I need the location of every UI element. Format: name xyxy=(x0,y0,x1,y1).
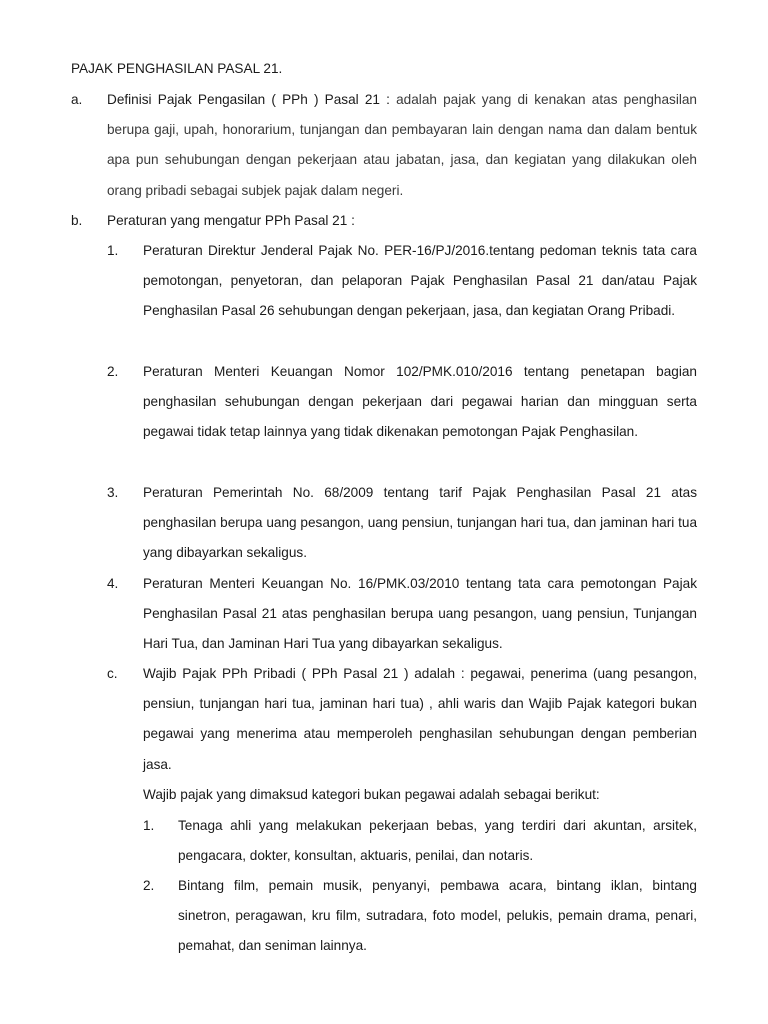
section-b-item-3-text: Peraturan Pemerintah No. 68/2009 tentang tarif Pajak Penghasilan Pasal 21 atas penghasilan berupa uang pesangon, uang pensiun, tunjangan hari tua, dan jaminan hari tua yang dibayarkan sekaligus. xyxy=(143,485,697,561)
document-title: PAJAK PENGHASILAN PASAL 21. xyxy=(71,61,283,76)
section-c-text: Wajib Pajak PPh Pribadi ( PPh Pasal 21 ) adalah : pegawai, penerima (uang pesangon, pensiun, tunjangan hari tua, jaminan hari tua) , ahli waris dan Wajib Pajak kategori bukan pegawai yang menerima atau memperoleh penghasilan sehubungan dengan pemberian jasa. xyxy=(143,666,697,772)
section-a-text: adalah pajak yang di kenakan atas penghasilan berupa gaji, upah, honorarium, tunjangan dan pembayaran lain dengan nama dan dalam bentuk apa pun sehubungan dengan pekerjaan atau jabatan, jasa, dan kegiatan yang dilakukan oleh orang pribadi sebagai subjek pajak dalam negeri. xyxy=(107,92,697,198)
section-b-marker: b. xyxy=(71,213,83,228)
section-b-item-1-text: Peraturan Direktur Jenderal Pajak No. PER-16/PJ/2016.tentang pedoman teknis tata cara pemotongan, penyetoran, dan pelaporan Pajak Penghasilan Pasal 21 dan/atau Pajak Penghasilan Pasal 26 sehubungan dengan pekerjaan, jasa, dan kegiatan Orang Pribadi. xyxy=(143,243,697,319)
section-c-marker: c. xyxy=(107,666,118,681)
section-a-label: Definisi Pajak Pengasilan ( PPh ) Pasal 21 : xyxy=(107,92,390,107)
section-c-item-2-number: 2. xyxy=(143,878,155,893)
section-c-intro: Wajib pajak yang dimaksud kategori bukan pegawai adalah sebagai berikut: xyxy=(143,787,600,802)
section-b-item-4-number: 4. xyxy=(107,576,119,591)
section-b-item-3-number: 3. xyxy=(107,485,119,500)
section-c-item-1-number: 1. xyxy=(143,818,155,833)
section-c-item-1-text: Tenaga ahli yang melakukan pekerjaan bebas, yang terdiri dari akuntan, arsitek, pengacara, dokter, konsultan, aktuaris, penilai, dan notaris. xyxy=(178,818,697,864)
section-a-marker: a. xyxy=(71,92,83,107)
section-c-item-2-text: Bintang film, pemain musik, penyanyi, pembawa acara, bintang iklan, bintang sinetron, peragawan, kru film, sutradara, foto model, pelukis, pemain drama, penari, pemahat, dan seniman lainnya. xyxy=(178,878,697,954)
section-b-item-4-text: Peraturan Menteri Keuangan No. 16/PMK.03/2010 tentang tata cara pemotongan Pajak Penghasilan Pasal 21 atas penghasilan berupa uang pesangon, uang pensiun, Tunjangan Hari Tua, dan Jaminan Hari Tua yang dibayarkan sekaligus. xyxy=(143,576,697,652)
section-b-item-1-number: 1. xyxy=(107,243,119,258)
section-b-heading: Peraturan yang mengatur PPh Pasal 21 : xyxy=(107,213,355,228)
section-a-paragraph xyxy=(107,85,697,206)
section-b-item-2-text: Peraturan Menteri Keuangan Nomor 102/PMK.010/2016 tentang penetapan bagian penghasilan sehubungan dengan pekerjaan dari pegawai harian dan mingguan serta pegawai tidak tetap lainnya yang tidak dikenakan pemotongan Pajak Penghasilan. xyxy=(143,364,697,440)
section-b-item-2-number: 2. xyxy=(107,364,119,379)
